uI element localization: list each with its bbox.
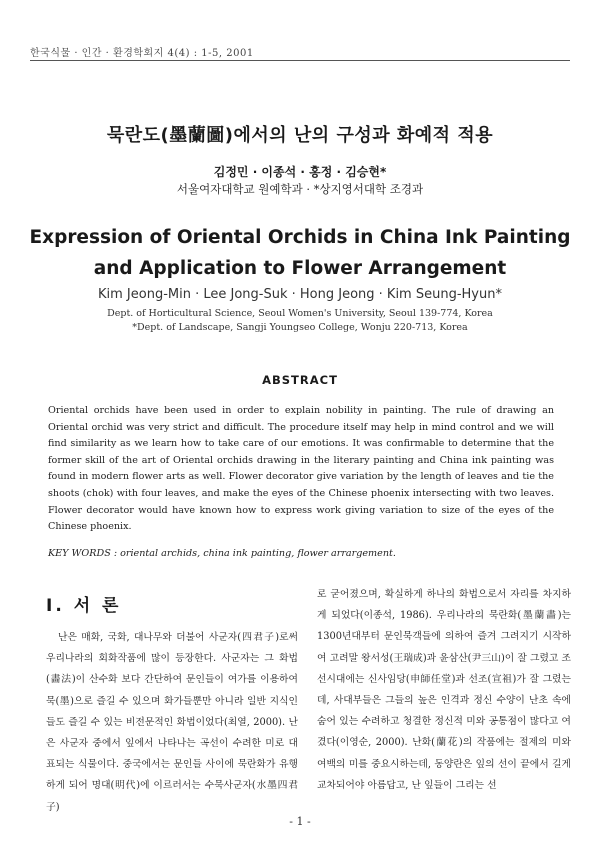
section-heading-introduction: Ⅰ. 서 론 [46,596,122,616]
keywords [48,548,554,559]
affiliation-english-2: *Dept. of Landscape, Sangji Youngseo College, Wonju 220-713, Korea [132,322,468,333]
body-paragraph-left: 난은 매화, 국화, 대나무와 더불어 사군자(四君子)로써 우리나라의 회화작품에 많이 등장한다. 사군자는 그 화법(畵法)이 산수화 보다 간단하여 문인들이 여가를 이용하여 묵(墨)으로 즐길 수 있으며 화가들뿐만 아니라 일반 지식인들도 즐길 수 있는 비전문적인 화법이었다(최열, 2000). 난은 사군자 중에서 잎에서 나타나는 곡선이 수려한 미로 대표되는 식물이다. 중국에서는 문인들 사이에 묵란화가 유행하게 되어 명대(明代)에 이르러서는 수묵사군자(水墨四君子) [46,632,298,813]
body-paragraph-right: 로 굳어졌으며, 확실하게 하나의 화법으로서 자리를 차지하게 되었다(이종석, 1986). 우리나라의 묵란화(墨蘭畵)는 1300년대부터 문인묵객들에 의하여 즐겨 그려지기 시작하여 고려말 왕서성(王瑞成)과 윤삼산(尹三山)이 잘 그렸고 조선시대에는 신사임당(申師任堂)과 선조(宣祖)가 잘 그렸는데, 사대부들은 그들의 높은 인격과 정신 수양이 난초 속에 숨어 있는 수려하고 청결한 정신적 미와 공통점이 많다고 여겼다(이영순, 2000). 난화(蘭花)의 작품에는 절제의 미와 여백의 미를 중요시하는데, 동양란은 잎의 선이 끝에서 길게 교차되어야 아름답고, 난 잎들이 그리는 선 [317,589,571,791]
title-english-line-2: and Application to Flower Arrangement [93,258,507,279]
body-column-left [46,627,298,818]
keywords-label: KEY WORDS : [48,548,118,559]
page-number: - 1 - [289,815,311,828]
title-english-line-1: Expression of Oriental Orchids in China Ink Painting [29,227,571,248]
authors-korean: 김정민 · 이종석 · 홍정 · 김승현* [213,165,387,179]
authors-english: Kim Jeong-Min · Lee Jong-Suk · Hong Jeong · Kim Seung-Hyun* [98,287,502,302]
title-english [0,222,600,284]
affiliation-english-1: Dept. of Horticultural Science, Seoul Women's University, Seoul 139-774, Korea [107,308,493,319]
abstract-title: ABSTRACT [262,373,338,387]
title-korean: 묵란도(墨蘭圖)에서의 난의 구성과 화예적 적용 [106,125,494,146]
affiliation-korean: 서울여자대학교 원예학과 · *상지영서대학 조경과 [176,182,424,196]
journal-header: 한국식물 · 인간 · 환경학회지 4(4) : 1-5, 2001 [30,48,254,59]
body-column-right [317,584,571,796]
header-rule [30,60,570,61]
abstract-body: Oriental orchids have been used in order to explain nobility in painting. The rule of drawing an Oriental orchid was very strict and difficult. The procedure itself may help in mind control and we will find similarity as we learn how to take care of our emotions. It was confirmable to determine that the former skill of the art of Oriental orchids drawing in the literary painting and China ink painting was found in modern flower arts as well. Flower decorator give variation by the length of leaves and tie the shoots (chok) with four leaves, and make the eyes of the Chinese phoenix intersecting with two leaves. Flower decorator would have known how to express work giving variation to size of the eyes of the Chinese phoenix. [48,405,554,533]
keywords-text: oriental archids, china ink painting, flower arrargement. [120,548,396,559]
